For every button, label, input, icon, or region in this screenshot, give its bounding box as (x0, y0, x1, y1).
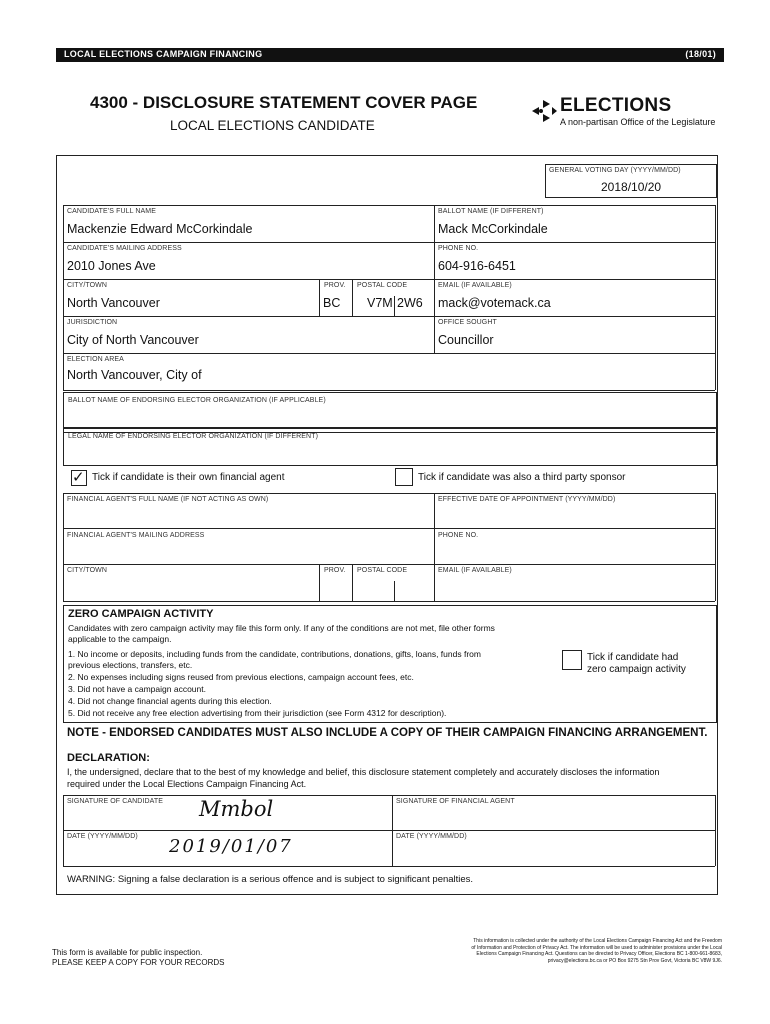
candidate-signature: Mmbol (199, 797, 274, 821)
zero-activity-title: ZERO CAMPAIGN ACTIVITY (68, 608, 214, 620)
office-sought-label: OFFICE SOUGHT (438, 319, 497, 326)
candidate-address: 2010 Jones Ave (67, 259, 156, 273)
disclosure-form (56, 155, 718, 895)
logo-tagline: A non-partisan Office of the Legislature (560, 117, 716, 127)
agent-postal-label: POSTAL CODE (357, 567, 408, 574)
endorsing-ballot-name-field[interactable] (63, 392, 717, 428)
agent-effective-date-label: EFFECTIVE DATE OF APPOINTMENT (YYYY/MM/DD) (438, 496, 616, 503)
privacy-notice-line: Elections Campaign Financing Act. Questions can be directed to Privacy Officer, Elections BC 1-800-661-8683, (476, 951, 722, 957)
candidate-phone: 604-916-6451 (438, 259, 516, 273)
logo-wordmark: ELECTIONS (560, 95, 672, 116)
zero-item: previous elections, transfers, etc. (68, 660, 193, 670)
candidate-postal-label: POSTAL CODE (357, 282, 408, 289)
candidate-email: mack@votemack.ca (438, 296, 551, 310)
candidate-signature-label: SIGNATURE OF CANDIDATE (67, 798, 164, 805)
form-title: 4300 - DISCLOSURE STATEMENT COVER PAGE (90, 93, 478, 112)
zero-item: 3. Did not have a campaign account. (68, 684, 206, 694)
candidate-postal-part1: V7M (367, 296, 393, 310)
privacy-notice-line: of Information and Protection of Privacy Act. The information will be used to administer provisions under the Local (471, 944, 722, 951)
zero-item: 4. Did not change financial agents during this election. (68, 696, 272, 706)
zero-tick-label-2: zero campaign activity (587, 664, 686, 675)
agent-name-label: FINANCIAL AGENT'S FULL NAME (IF NOT ACTING AS OWN) (67, 496, 269, 503)
privacy-notice-line: This information is collected under the authority of the Local Elections Campaign Financing Act and the Freedom (473, 938, 722, 944)
candidate-city-label: CITY/TOWN (67, 282, 108, 289)
endorsing-legal-name-field[interactable] (63, 428, 717, 466)
zero-intro-line2: applicable to the campaign. (68, 634, 172, 644)
third-party-label: Tick if candidate was also a third party sponsor (418, 472, 626, 483)
zero-item: 2. No expenses including signs reused from previous elections, campaign account fees, etc. (68, 672, 414, 682)
warning-text: WARNING: Signing a false declaration is a serious offence and is subject to significant penalties. (67, 874, 474, 885)
candidate-full-name-label: CANDIDATE'S FULL NAME (67, 208, 157, 215)
privacy-notice (471, 938, 722, 964)
privacy-notice-line: privacy@elections.bc.ca or PO Box 9275 Stn Prov Govt, Victoria BC V8W 9J6. (547, 957, 722, 964)
election-area-label: ELECTION AREA (67, 356, 124, 363)
agent-prov-label: PROV. (324, 567, 346, 574)
candidate-prov-label: PROV. (324, 282, 346, 289)
voting-day-field[interactable] (545, 164, 717, 198)
own-agent-checkbox[interactable] (71, 470, 87, 486)
own-agent-label: Tick if candidate is their own financial agent (92, 472, 285, 483)
header-bar-title: LOCAL ELECTIONS CAMPAIGN FINANCING (64, 49, 263, 59)
form-version: (18/01) (685, 49, 716, 59)
declaration-title: DECLARATION: (67, 752, 150, 764)
voting-day-label: GENERAL VOTING DAY (YYYY/MM/DD) (549, 167, 681, 174)
header-bar (56, 48, 724, 62)
ballot-name: Mack McCorkindale (438, 222, 548, 236)
agent-signature-label: SIGNATURE OF FINANCIAL AGENT (396, 798, 515, 805)
footer-public-inspection: This form is available for public inspection. (52, 948, 203, 957)
agent-email-label: EMAIL (IF AVAILABLE) (438, 567, 512, 574)
candidate-prov: BC (323, 296, 341, 310)
agent-address-label: FINANCIAL AGENT'S MAILING ADDRESS (67, 532, 205, 539)
agent-phone-label: PHONE NO. (438, 532, 479, 539)
office-sought: Councillor (438, 333, 494, 347)
ballot-name-label: BALLOT NAME (IF DIFFERENT) (438, 208, 544, 215)
zero-item: 5. Did not receive any free election advertising from their jurisdiction (see Form 4312 for description). (68, 708, 447, 718)
candidate-full-name: Mackenzie Edward McCorkindale (67, 222, 253, 236)
candidate-email-label: EMAIL (IF AVAILABLE) (438, 282, 512, 289)
agent-city-label: CITY/TOWN (67, 567, 108, 574)
third-party-checkbox[interactable] (395, 468, 413, 486)
candidate-postal-part2: 2W6 (397, 296, 423, 310)
endorsing-ballot-name-label: BALLOT NAME OF ENDORSING ELECTOR ORGANIZATION (IF APPLICABLE) (68, 397, 326, 404)
candidate-address-label: CANDIDATE'S MAILING ADDRESS (67, 245, 182, 252)
checkmark-icon: ✓ (72, 469, 85, 486)
jurisdiction-label: JURISDICTION (67, 319, 118, 326)
zero-item: 1. No income or deposits, including funds from the candidate, contributions, donations, gifts, loans, funds from (68, 649, 481, 659)
endorsed-note: NOTE - ENDORSED CANDIDATES MUST ALSO INCLUDE A COPY OF THEIR CAMPAIGN FINANCING ARRANGEMENT. (67, 727, 708, 739)
zero-activity-section (63, 605, 717, 723)
jurisdiction: City of North Vancouver (67, 333, 199, 347)
voting-day-value: 2018/10/20 (601, 180, 662, 194)
zero-activity-checkbox[interactable] (562, 650, 582, 670)
candidate-phone-label: PHONE NO. (438, 245, 479, 252)
elections-logo-icon (530, 97, 558, 127)
endorsing-legal-name-label: LEGAL NAME OF ENDORSING ELECTOR ORGANIZATION (IF DIFFERENT) (68, 433, 319, 440)
form-subtitle: LOCAL ELECTIONS CANDIDATE (170, 118, 375, 133)
zero-intro-line1: Candidates with zero campaign activity may file this form only. If any of the conditions are not met, file other forms (68, 623, 495, 633)
candidate-city: North Vancouver (67, 296, 160, 310)
declaration-text-line1: I, the undersigned, declare that to the best of my knowledge and belief, this disclosure statement completely and accurately discloses the information (67, 767, 660, 777)
agent-date-label: DATE (YYYY/MM/DD) (396, 833, 467, 840)
footer-keep-copy: PLEASE KEEP A COPY FOR YOUR RECORDS (52, 958, 225, 967)
election-area: North Vancouver, City of (67, 368, 202, 382)
declaration-text-line2: required under the Local Elections Campaign Financing Act. (67, 779, 307, 789)
zero-tick-label-1: Tick if candidate had (587, 652, 679, 663)
candidate-date-label: DATE (YYYY/MM/DD) (67, 833, 138, 840)
candidate-date: 2019/01/07 (169, 836, 293, 857)
